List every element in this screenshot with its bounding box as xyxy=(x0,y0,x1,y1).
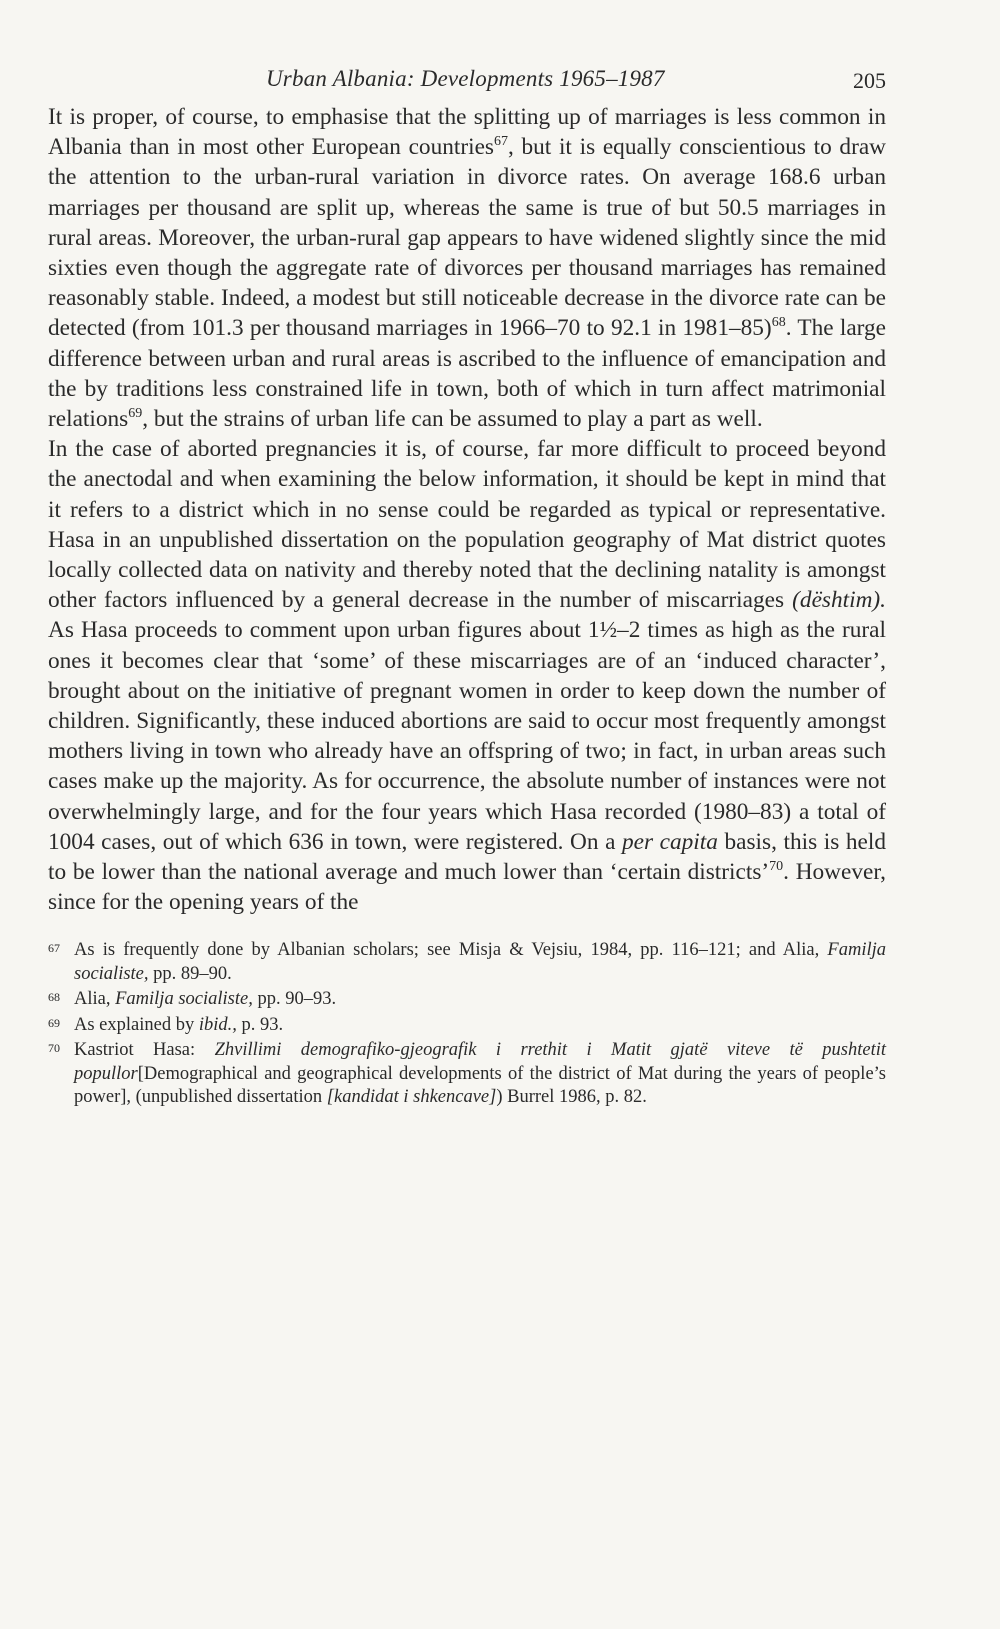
body-text xyxy=(48,102,886,917)
paragraph-2 xyxy=(48,434,886,917)
footnote-text xyxy=(74,1040,886,1107)
footnote-70 xyxy=(48,1039,886,1110)
text-run: Alia, xyxy=(74,989,116,1010)
footnote-number: 69 xyxy=(48,1015,60,1030)
italic-text: Familja socialiste, xyxy=(115,989,253,1010)
text-run: pp. 89–90. xyxy=(148,963,232,984)
running-title: Urban Albania: Developments 1965–1987 xyxy=(266,66,665,91)
text-run: p. 93. xyxy=(236,1014,284,1035)
text-run: [Demographical and geographical developments of the district of Mat during the years of people’s power], (unpublished dissertation xyxy=(74,1063,886,1108)
book-page xyxy=(48,58,886,1112)
text-run: In the case of aborted pregnancies it is, of course, far more difficult to proceed beyond the anectodal and when examining the below information, it should be kept in mind that it refers to a district which in no sense could be regarded as typical or representative. Hasa in an unpublished dissertation on the population geography of Mat district quotes locally collected data on nativity and thereby noted that the declining natality is amongst other factors influenced by a general decrease in the number of miscarriages xyxy=(48,436,886,614)
text-run: ) Burrel 1986, p. 82. xyxy=(496,1087,647,1108)
text-run: pp. 90–93. xyxy=(252,989,337,1010)
footnote-number: 68 xyxy=(48,990,60,1005)
footnote-68 xyxy=(48,988,886,1012)
text-run: As Hasa proceeds to comment upon urban figures about 1½–2 times as high as the rural ones it becomes clear that ‘some’ of these miscarriages are of an ‘induced character’, brought about on the initiative of pregnant women in order to keep down the number of children. Significantly, these induced abortions are said to occur most frequently amongst mothers living in town who already have an offspring of two; in fact, in urban areas such cases make up the majority. As for occurrence, the absolute number of instances were not overwhelmingly large, and for the four years which Hasa recorded (1980–83) a total of 1004 cases, out of which 636 in town, were registered. On a xyxy=(48,617,886,855)
text-run: . The large difference between urban and rural areas is ascribed to the influence of emancipation and the by traditions less constrained life in town, both of which in turn affect matrimonial relations xyxy=(48,315,886,433)
footnote-69 xyxy=(48,1014,886,1038)
footnote-text xyxy=(74,989,336,1009)
footnote-reference: 67 xyxy=(493,134,508,150)
text-run: basis, this is held to be lower than the national average and much lower than ‘certain districts’ xyxy=(48,828,886,886)
text-run: It is proper, of course, to emphasise that the splitting up of marriages is less common in Albania than in most other European countries xyxy=(48,104,886,161)
page-number: 205 xyxy=(853,68,886,93)
footnotes xyxy=(48,939,886,1110)
text-run: As is frequently done by Albanian scholars; see Misja & Vejsiu, 1984, pp. 116–121; and Alia, xyxy=(74,940,828,961)
paragraph-1 xyxy=(48,102,886,434)
italic-text: (dështim). xyxy=(792,587,886,614)
text-run: , but it is equally conscientious to draw the attention to the urban-rural variation in divorce rates. On average 168.6 urban marriages per thousand are split up, whereas the same is true of but 50.5 marriages in rural areas. Moreover, the urban-rural gap appears to have widened slightly since the mid sixties even though the aggregate rate of divorces per thousand marriages has remained reasonably stable. Indeed, a modest but still noticeable decrease in the divorce rate can be detected (from 101.3 per thousand marriages in 1966–70 to 92.1 in 1981–85) xyxy=(48,134,886,342)
italic-text: [kandidat i shkencave] xyxy=(326,1087,497,1108)
italic-text: per capita xyxy=(622,828,718,855)
footnote-reference: 69 xyxy=(128,406,143,422)
italic-text: ibid., xyxy=(198,1014,237,1035)
text-run: Kastriot Hasa: xyxy=(74,1040,215,1061)
running-head xyxy=(48,58,886,98)
footnote-67 xyxy=(48,939,886,986)
text-run: , but the strains of urban life can be assumed to play a part as well. xyxy=(142,406,763,433)
footnote-reference: 70 xyxy=(769,859,784,875)
text-run: . However, since for the opening years of the xyxy=(48,859,886,916)
italic-text: Familja socialiste, xyxy=(74,940,886,984)
footnote-text xyxy=(74,940,886,984)
footnote-number: 70 xyxy=(48,1041,60,1056)
footnote-number: 67 xyxy=(48,941,60,956)
text-run: As explained by xyxy=(74,1014,199,1035)
footnote-reference: 68 xyxy=(771,315,786,331)
footnote-text xyxy=(74,1015,283,1035)
italic-text: Zhvillimi demografiko-gjeografik i rrethit i Matit gjatë viteve të pushtetit popullor xyxy=(74,1040,886,1084)
